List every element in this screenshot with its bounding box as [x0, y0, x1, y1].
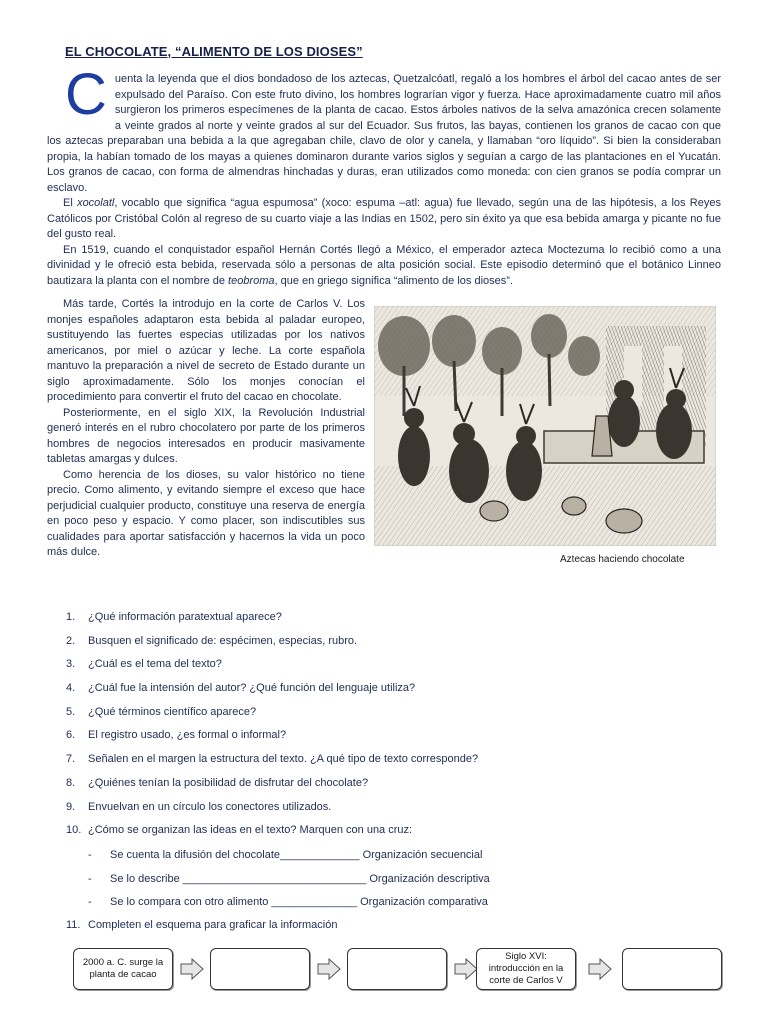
question-item: 1. ¿Qué información paratextual aparece?	[66, 611, 282, 623]
option-sequential: - Se cuenta la difusión del chocolate_____________ Organización secuencial	[88, 849, 483, 861]
question-item: 6. El registro usado, ¿es formal o informal?	[66, 729, 287, 742]
paragraph-3: En 1519, cuando el conquistador español Hernán Cortés llegó a México, el emperador azteca Moctezuma lo recibió como a una divinidad y le ofreció esta bebida, reservada sólo a personas de alta posición social. Este episodio determinó que el botánico Linneo bautizara la planta con el nombre de teobroma, que en griego significa “alimento de los dioses”.	[47, 243, 721, 287]
paragraph-1-text: uenta la leyenda que el dios bondadoso de los aztecas, Quetzalcóatl, regaló a los hombres el árbol del cacao antes de ser expulsado del Paraíso. Con este fruto divino, los hombres lograrían vigor y fuerza. Hace aproximadamente cuatro mil años surgieron los primeros especímenes de la planta de cacao. Estos árboles nativos de la selva amazónica crecen solamente a veinte grados al norte y veinte grados al sur del Ecuador. Sus frutos, las bayas, contienen los granos de cacao con que los aztecas preparaban una bebida a la que agregaban chile, clavo de olor y canela, y llamaban “oro líquido”. Si bien la consideraban propia, la habían tomado de los mayas a quienes dominaron durante varios siglos y seguían a cargo de las plantaciones en el Yucatán. Los granos de cacao, con forma de almendras hinchadas y duras, eran utilizados como moneda: con cien granos se podía comprar un esclavo.	[47, 73, 721, 194]
question-item: 9. Envuelvan en un círculo los conectores utilizados.	[66, 800, 332, 813]
paragraph-1	[47, 62, 721, 196]
question-item: 2. Busquen el significado de: espécimen, especias, rubro.	[66, 634, 358, 647]
article-body	[47, 62, 721, 289]
scheme-box-1: 2000 a. C. surge la planta de cacao	[73, 948, 173, 990]
question-item: 4. ¿Cuál fue la intensión del autor? ¿Qué función del lenguaje utiliza?	[66, 682, 416, 695]
scheme-box-5[interactable]	[622, 948, 722, 990]
arrow-right-icon	[180, 958, 204, 980]
xocolatl-term: xocolatl	[77, 197, 115, 209]
drop-cap: C	[65, 62, 107, 127]
figure-caption: Aztecas haciendo chocolate	[560, 554, 685, 565]
question-item: 11. Completen el esquema para graficar la información	[66, 919, 338, 931]
arrow-right-icon	[454, 958, 478, 980]
question-item: 10. ¿Cómo se organizan las ideas en el texto? Marquen con una cruz:	[66, 824, 413, 837]
scheme-box-3[interactable]	[347, 948, 447, 990]
paragraph-4: Más tarde, Cortés la introdujo en la corte de Carlos V. Los monjes españoles adaptaron esta bebida al paladar europeo, sustituyendo las fuertes especias utilizadas por los nativos americanos, por miel o azúcar y leche. La corte española mantuvo la preparación a nivel de secreto de Estado durante un siglo aproximadamente. Sólo los monjes conocían el procedimiento para convertir el fruto del cacao en chocolate.	[47, 298, 365, 403]
question-item: 5. ¿Qué términos científico aparece?	[66, 705, 257, 718]
question-item: 8. ¿Quiénes tenían la posibilidad de disfrutar del chocolate?	[66, 776, 369, 789]
paragraph-6: Como herencia de los dioses, su valor histórico no tiene precio. Como alimento, y evitando siempre el exceso que hace perjudicial cualquier producto, constituye una reserva de energía en poco peso y espacio. Y como placer, son indiscutibles sus cualidades para aportar satisfacción y hacernos la vida un poco más dulce.	[47, 468, 365, 558]
paragraph-5: Posteriormente, en el siglo XIX, la Revolución Industrial generó interés en el rubro chocolatero por parte de los primeros hombres de negocios interesados en producir masivamente tabletas amargas y dulces.	[47, 406, 365, 465]
option-comparative: - Se lo compara con otro alimento ______________ Organización comparativa	[88, 896, 488, 908]
question-item: 3. ¿Cuál es el tema del texto?	[66, 658, 222, 671]
document-title: EL CHOCOLATE, “ALIMENTO DE LOS DIOSES”	[65, 44, 363, 59]
arrow-right-icon	[588, 958, 612, 980]
scheme-box-4: Siglo XVI: introducción en la corte de Carlos V	[476, 948, 576, 990]
scheme-box-2[interactable]	[210, 948, 310, 990]
arrow-right-icon	[317, 958, 341, 980]
teobroma-term: teobroma	[228, 274, 275, 287]
aztec-engraving-image	[374, 306, 716, 546]
article-column	[47, 297, 365, 561]
engraving-illustration	[374, 306, 716, 546]
paragraph-2: El xocolatl, vocablo que significa “agua espumosa” (xoco: espuma –atl: agua) fue llevado, según una de las hipótesis, a los Reyes Católicos por Cristóbal Colón al regreso de su cuarto viaje a las Indias en 1502, pero sin éxito ya que esa bebida amarga y picante no fue del gusto real.	[47, 197, 721, 240]
question-item: 7. Señalen en el margen la estructura del texto. ¿A qué tipo de texto corresponde?	[66, 753, 479, 766]
option-descriptive: - Se lo describe ______________________________ Organización descriptiva	[88, 873, 490, 885]
questions-list	[66, 611, 706, 848]
